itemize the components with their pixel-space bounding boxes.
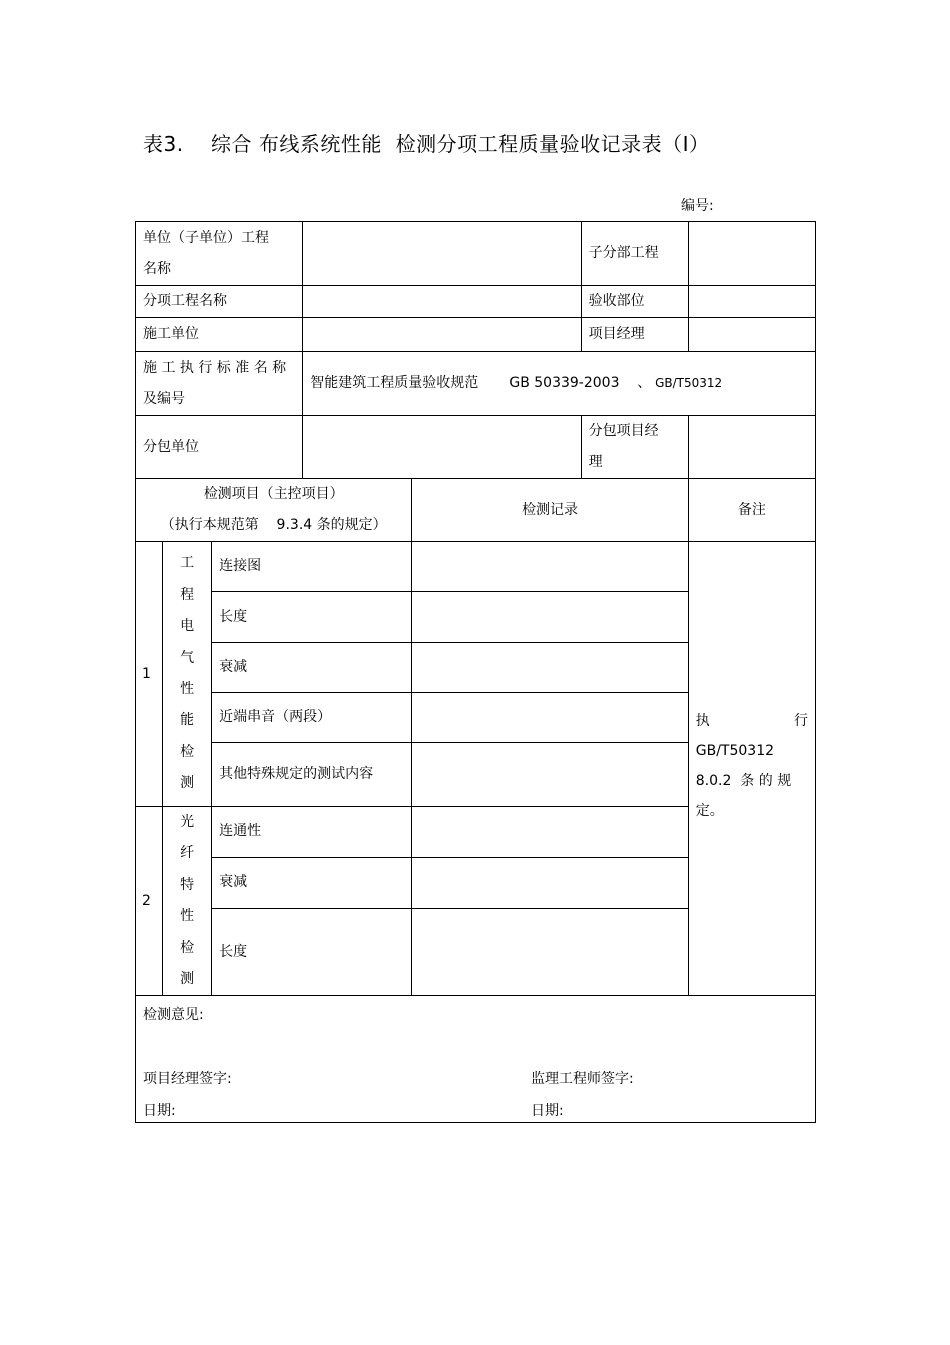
pm-date-label: 日期: xyxy=(143,1103,176,1120)
inspection-item-label: 其他特殊规定的测试内容 xyxy=(212,743,412,807)
construction-unit-label: 施工单位 xyxy=(136,318,303,352)
inspection-record-header: 检测记录 xyxy=(412,479,688,542)
supervisor-date-label: 日期: xyxy=(531,1103,564,1120)
inspection-item-label: 衰减 xyxy=(212,643,412,693)
construction-unit-field[interactable] xyxy=(303,318,581,352)
note-cell: 执 行 GB/T50312 8.0.2 条 的 规 定。 xyxy=(688,542,815,996)
inspection-record-field[interactable] xyxy=(412,542,688,592)
project-manager-label: 项目经理 xyxy=(581,318,688,352)
standard-value: 智能建筑工程质量验收规范 GB 50339-2003 、 GB/T50312 xyxy=(303,352,816,416)
group-number: 1 xyxy=(136,542,163,807)
group-category: 光 纤 特 性 检 测 xyxy=(163,807,212,996)
sub-item-name-field[interactable] xyxy=(303,286,581,318)
subcontract-manager-label: 分包项目经 理 xyxy=(581,416,688,479)
pm-signature-label: 项目经理签字: xyxy=(143,1071,232,1088)
sub-division-field[interactable] xyxy=(688,222,815,286)
sub-division-label: 子分部工程 xyxy=(581,222,688,286)
doc-number-label: 编号: xyxy=(681,198,714,214)
acceptance-part-label: 验收部位 xyxy=(581,286,688,318)
standard-label: 施 工 执 行 标 准 名 称 及编号 xyxy=(136,352,303,416)
project-manager-field[interactable] xyxy=(688,318,815,352)
subcontract-unit-field[interactable] xyxy=(303,416,581,479)
inspection-item-label: 衰减 xyxy=(212,857,412,909)
subcontract-manager-field[interactable] xyxy=(688,416,815,479)
inspection-record-field[interactable] xyxy=(412,693,688,743)
inspection-item-label: 近端串音（两段） xyxy=(212,693,412,743)
opinion-label: 检测意见: xyxy=(143,1007,204,1024)
inspection-item-header: 检测项目（主控项目） （执行本规范第 9.3.4 条的规定） xyxy=(136,479,412,542)
acceptance-part-field[interactable] xyxy=(688,286,815,318)
supervisor-signature-label: 监理工程师签字: xyxy=(531,1071,634,1088)
subcontract-unit-label: 分包单位 xyxy=(136,416,303,479)
inspection-item-label: 连接图 xyxy=(212,542,412,592)
unit-project-name-field[interactable] xyxy=(303,222,581,286)
acceptance-record-table xyxy=(135,221,816,1123)
inspection-record-field[interactable] xyxy=(412,857,688,909)
inspection-record-field[interactable] xyxy=(412,909,688,996)
unit-project-name-label: 单位（子单位）工程 名称 xyxy=(136,222,303,286)
note-header: 备注 xyxy=(688,479,815,542)
inspection-item-label: 连通性 xyxy=(212,807,412,858)
group-number: 2 xyxy=(136,807,163,996)
page-title: 表3. 综合 布线系统性能 检测分项工程质量验收记录表（Ⅰ） xyxy=(143,132,710,156)
inspection-record-field[interactable] xyxy=(412,807,688,858)
inspection-record-field[interactable] xyxy=(412,743,688,807)
group-category: 工 程 电 气 性 能 检 测 xyxy=(163,542,212,807)
inspection-item-label: 长度 xyxy=(212,592,412,643)
sub-item-name-label: 分项工程名称 xyxy=(136,286,303,318)
inspection-opinion-section xyxy=(136,996,816,1123)
inspection-item-label: 长度 xyxy=(212,909,412,996)
inspection-record-field[interactable] xyxy=(412,643,688,693)
inspection-record-field[interactable] xyxy=(412,592,688,643)
